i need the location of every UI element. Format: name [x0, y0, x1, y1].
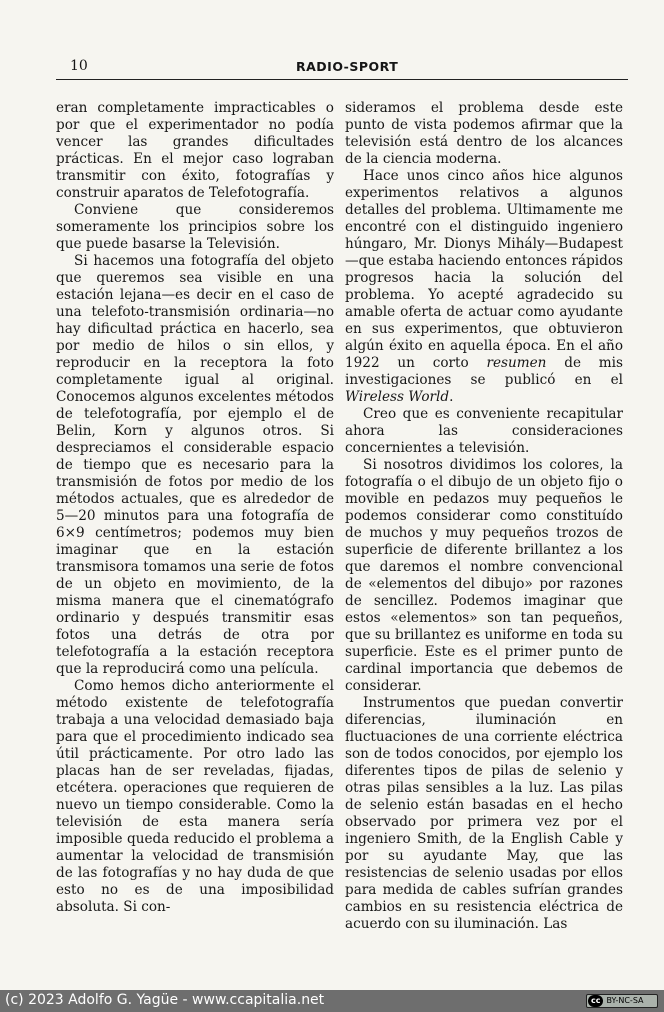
page-header — [0, 56, 664, 82]
journal-name: Wireless World — [345, 389, 450, 405]
copyright-footer — [0, 990, 664, 1012]
header-rule — [56, 79, 628, 80]
paragraph: Como hemos dicho anteriormente el método existente de telefotografía trabaja a una velocidad demasiado baja para que el procedimiento indicado sea útil prácticamente. Por otro lado las placas han de ser reveladas, fijadas, etcétera. operaciones que requieren de nuevo un tiempo considerable. Como la televisión de esta manera sería imposible queda reducido el problema a aumentar la velocidad de transmisión de las fotografías y no hay duda de que esto no es de una imposibilidad absoluta. Si con- — [56, 678, 334, 915]
paragraph-text: de mis investigaciones se publicó en el — [345, 355, 624, 388]
paragraph-text: Hace unos cinco años hice algunos experimentos relativos a algunos detalles del problema. Ultimamente me encontré con el distinguido ingeniero húngaro, Mr. Dionys Mihály—Budapest—que estaba haciendo entonces rápidos progresos hacia la solución del problema. Yo acepté agradecido su amable oferta de actuar como ayudante en sus experimentos, que obtuvieron algún éxito en aquella época. En el año 1922 un corto — [345, 168, 623, 371]
paragraph: Si nosotros dividimos los colores, la fotografía o el dibujo de un objeto fijo o movible en pedazos muy pequeños le podemos considerar como constituído de muchos y muy pequeños trozos de superficie de diferente brillantez a los que daremos el nombre convencional de «elementos del dibujo» por razones de sencillez. Podemos imaginar que estos «elementos» son tan pequeños, que su brillantez es uniforme en toda su superficie. Este es el primer punto de cardinal importancia que debemos de considerar. — [345, 457, 623, 694]
left-column — [56, 100, 334, 916]
cc-license-badge[interactable] — [586, 994, 658, 1008]
license-text: BY-NC-SA — [606, 996, 644, 1005]
paragraph: eran completamente impracticables o por que el experimentador no podía vencer las grandes dificultades prácticas. En el mejor caso lograban transmitir con éxito, fotografías y construir aparatos de Telefotografía. — [56, 100, 334, 201]
italic-word: resumen — [486, 355, 547, 371]
paragraph — [345, 168, 623, 406]
paragraph: Creo que es conveniente recapitular ahora las consideraciones concernientes a televisión. — [345, 406, 623, 456]
paragraph: Instrumentos que puedan convertir diferencias, iluminación en fluctuaciones de una corriente eléctrica son de todos conocidos, por ejemplo los diferentes tipos de pilas de selenio y otras pilas sensibles a la luz. Las pilas de selenio están basadas en el hecho observado por primera vez por el ingeniero Smith, de la English Cable y por su ayudante May, que las resistencias de selenio usadas por ellos para medida de cables sufrían grandes cambios en su resistencia eléctrica de acuerdo con su iluminación. Las — [345, 695, 623, 932]
right-column — [345, 100, 623, 933]
page-number: 10 — [70, 58, 88, 74]
running-title: RADIO-SPORT — [296, 59, 399, 74]
cc-icon: cc — [588, 995, 603, 1007]
paragraph: Conviene que consideremos someramente los principios sobre los que puede basarse la Televisión. — [56, 202, 334, 252]
paragraph: Si hacemos una fotografía del objeto que queremos sea visible en una estación lejana—es decir en el caso de una telefoto-transmisión ordinaria—no hay dificultad práctica en hacerlo, sea por medio de hilos o sin ellos, y reproducir en la receptora la foto completamente igual al original. Conocemos algunos excelentes métodos de telefotografía, por ejemplo el de Belin, Korn y algunos otros. Si despreciamos el considerable espacio de tiempo que es necesario para la transmisión de fotos por medio de los métodos actuales, que es alrededor de 5—20 minutos para una fotografía de 6×9 centímetros; podemos muy bien imaginar que en la estación transmisora tomamos una serie de fotos de un objeto en movimiento, de la misma manera que el cinematógrafo ordinario y después transmitir esas fotos una detrás de otra por telefotografía a la estación receptora que la reproducirá como una película. — [56, 253, 334, 677]
paragraph-text: . — [449, 389, 454, 405]
paragraph: sideramos el problema desde este punto de vista podemos afirmar que la televisión está dentro de los alcances de la ciencia moderna. — [345, 100, 623, 167]
copyright-text: (c) 2023 Adolfo G. Yagüe - www.ccapitalia.net — [5, 992, 325, 1008]
